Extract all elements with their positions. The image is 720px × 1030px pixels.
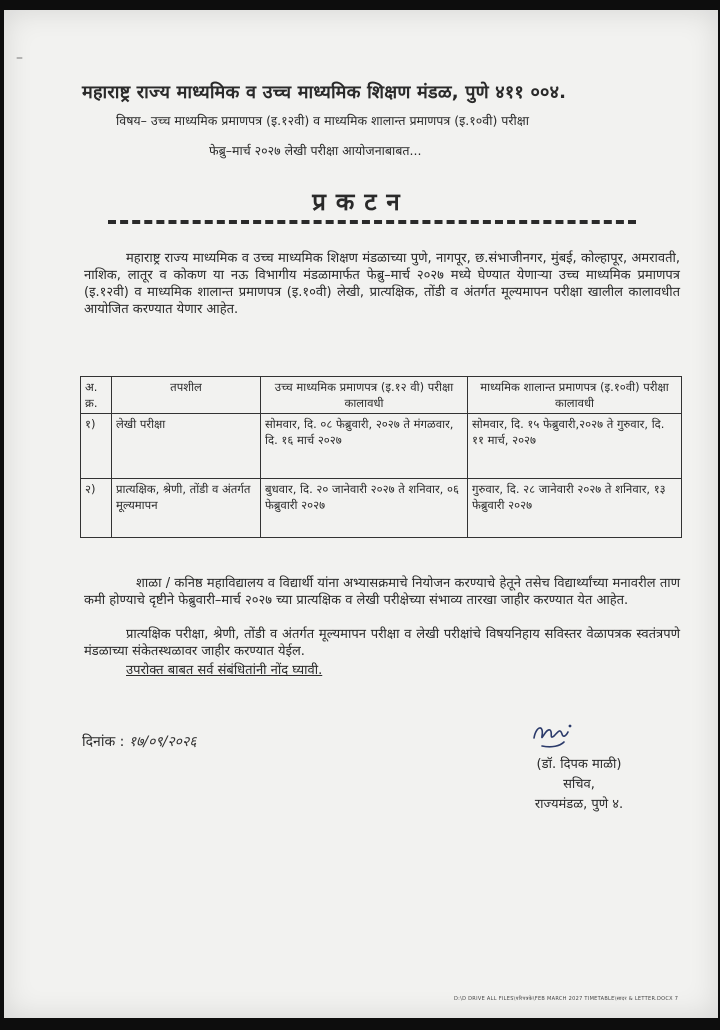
row-details: लेखी परीक्षा bbox=[112, 414, 261, 479]
subject-line-1: विषय– उच्च माध्यमिक प्रमाणपत्र (इ.१२वी) व माध्यमिक शालान्त प्रमाणपत्र (इ.१०वी) परीक्षा bbox=[116, 113, 529, 128]
header-details: तपशील bbox=[112, 377, 261, 414]
title-divider bbox=[108, 220, 636, 224]
table-row bbox=[81, 414, 682, 479]
row-details: प्रात्यक्षिक, श्रेणी, तोंडी व अंतर्गत मूल्यमापन bbox=[112, 479, 261, 538]
row-ssc: गुरुवार, दि. २८ जानेवारी २०२७ ते शनिवार, १३ फेब्रुवारी २०२७ bbox=[468, 479, 682, 538]
notice-document bbox=[4, 10, 718, 1018]
header-sr: अ. क्र. bbox=[81, 377, 112, 414]
notice-title: प्रकटन bbox=[312, 188, 410, 216]
signature-image bbox=[530, 718, 576, 752]
date-value: १७/०९/२०२६ bbox=[128, 734, 197, 750]
closing-note: उपरोक्त बाबत सर्व संबंधितांनी नोंद घ्यावी. bbox=[126, 663, 323, 678]
timetable-paragraph: प्रात्यक्षिक परीक्षा, श्रेणी, तोंडी व अंतर्गत मूल्यमापन परीक्षा व लेखी परीक्षांचे विषयनिहाय सविस्तर वेळापत्रक स्वतंत्रपणे मंडळाच्या संकेतस्थळावर जाहीर करण्यात येईल. bbox=[84, 627, 680, 659]
row-ssc: सोमवार, दि. १५ फेब्रुवारी,२०२७ ते गुरुवार, दि. ११ मार्च, २०२७ bbox=[468, 414, 682, 479]
row-hsc: बुधवार, दि. २० जानेवारी २०२७ ते शनिवार, ०६ फेब्रुवारी २०२७ bbox=[261, 479, 468, 538]
footer-file-path: D:\D DRIVE ALL FILES\परिपत्रके\FEB MARCH 2027 TIMETABLE\सादर & LETTER.DOCX 7 bbox=[454, 996, 679, 1002]
row-sr: १) bbox=[81, 414, 112, 479]
table-row bbox=[81, 479, 682, 538]
header-ssc: माध्यमिक शालान्त प्रमाणपत्र (इ.१०वी) परीक्षा कालावधी bbox=[468, 377, 682, 414]
row-sr: २) bbox=[81, 479, 112, 538]
signatory-block bbox=[494, 755, 664, 815]
board-header: महाराष्ट्र राज्य माध्यमिक व उच्च माध्यमिक शिक्षण मंडळ, पुणे ४११ ००४. bbox=[82, 82, 567, 103]
subject-line-2: फेब्रु–मार्च २०२७ लेखी परीक्षा आयोजनाबाबत... bbox=[209, 143, 422, 158]
row-hsc: सोमवार, दि. ०८ फेब्रुवारी, २०२७ ते मंगळवार, दि. १६ मार्च २०२७ bbox=[261, 414, 468, 479]
table-header-row bbox=[81, 377, 682, 414]
planning-paragraph: शाळा / कनिष्ठ महाविद्यालय व विद्यार्थी यांना अभ्यासक्रमाचे नियोजन करण्याचे हेतूने तसेच विद्यार्थ्यांच्या मनावरील ताण कमी होण्याचे दृष्टीने फेब्रुवारी–मार्च २०२७ च्या प्रात्यक्षिक व लेखी परीक्षेच्या संभाव्य तारखा जाहीर करण्यात येत आहेत. bbox=[84, 576, 680, 608]
signatory-office: राज्यमंडळ, पुणे ४. bbox=[534, 797, 624, 812]
intro-paragraph: महाराष्ट्र राज्य माध्यमिक व उच्च माध्यमिक शिक्षण मंडळाच्या पुणे, नागपूर, छ.संभाजीनगर, मुंबई, कोल्हापूर, अमरावती, नाशिक, लातूर व कोकण या नऊ विभागीय मंडळामार्फत फेब्रु–मार्च २०२७ मध्ये घेण्यात येणाऱ्या उच्च माध्यमिक प्रमाणपत्र (इ.१२वी) व माध्यमिक शालान्त प्रमाणपत्र (इ.१०वी) लेखी, प्रात्यक्षिक, तोंडी व अंतर्गत मूल्यमापन परीक्षा खालील कालावधीत आयोजित करण्यात येणार आहेत. bbox=[84, 251, 680, 317]
date-line bbox=[82, 732, 197, 751]
signatory-designation: सचिव, bbox=[563, 777, 595, 792]
schedule-table bbox=[80, 376, 682, 538]
scan-mark: – bbox=[16, 50, 23, 66]
header-hsc: उच्च माध्यमिक प्रमाणपत्र (इ.१२ वी) परीक्षा कालावधी bbox=[261, 377, 468, 414]
date-label: दिनांक : bbox=[82, 734, 125, 750]
signatory-name: (डॉ. दिपक माळी) bbox=[536, 757, 622, 772]
